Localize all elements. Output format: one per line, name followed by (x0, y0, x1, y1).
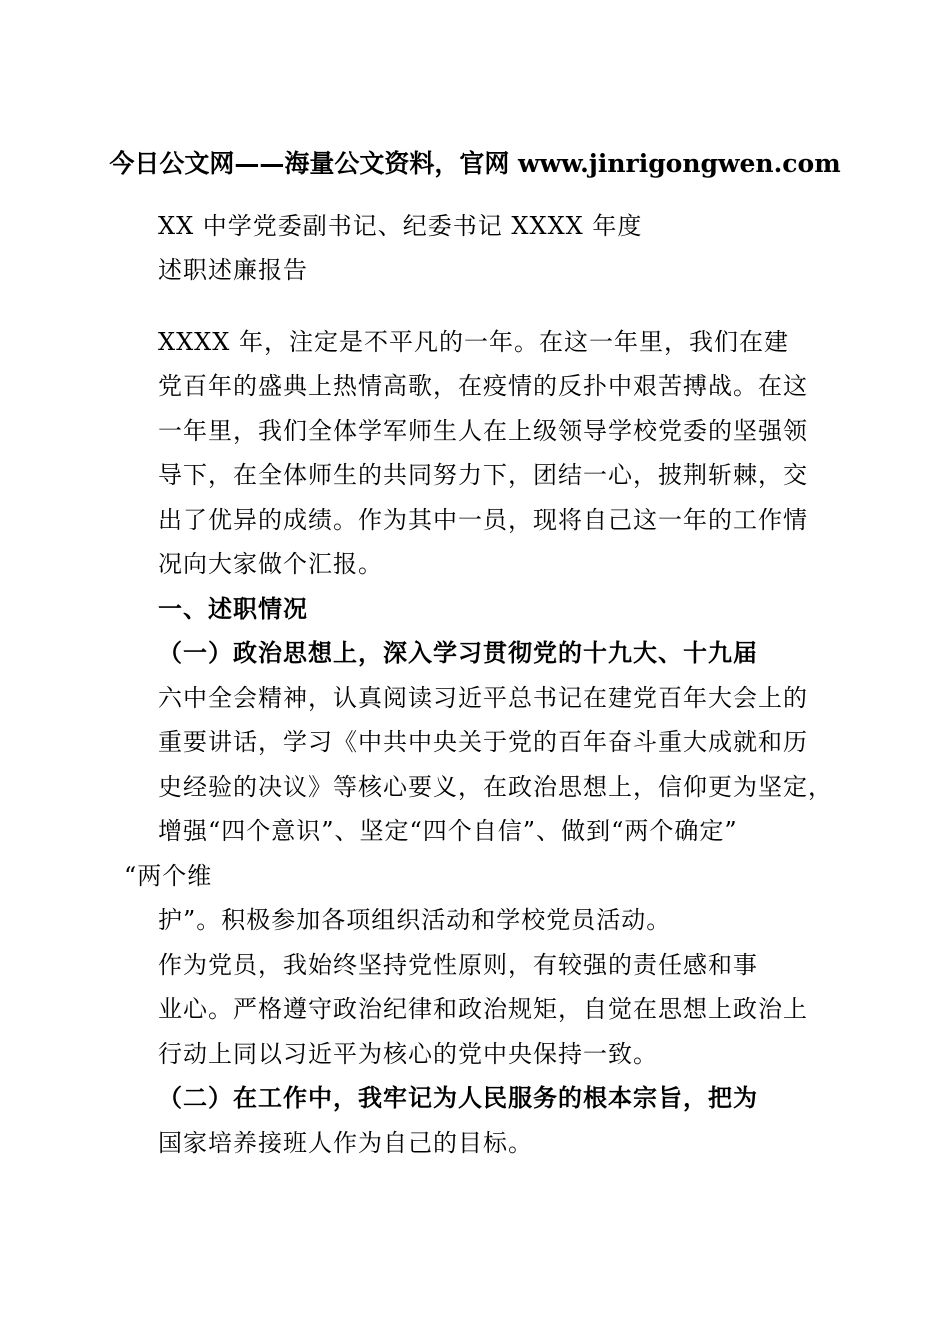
paragraph-line: 党百年的盛典上热情高歌，在疫情的反扑中艰苦搏战。在这 (158, 372, 808, 400)
paragraph-line: 导下，在全体师生的共同努力下，团结一心，披荆斩棘，交 (158, 461, 808, 489)
paragraph-line: 一年里，我们全体学军师生人在上级领导学校党委的坚强领 (158, 417, 808, 445)
paragraph-line: 护”。积极参加各项组织活动和学校党员活动。 (158, 906, 672, 934)
site-header: 今日公文网——海量公文资料，官网 www.jinrigongwen.com (109, 149, 841, 178)
paragraph-line: 史经验的决议》等核心要义，在政治思想上，信仰更为坚定， (158, 773, 833, 801)
paragraph-line: “两个维 (124, 862, 213, 890)
section-heading: 一、述职情况 (158, 594, 308, 623)
doc-title-line-1: XX 中学党委副书记、纪委书记 XXXX 年度 (158, 212, 643, 240)
paragraph-line: 重要讲话，学习《中共中央关于党的百年奋斗重大成就和历 (158, 728, 808, 756)
subsection-heading: （一）政治思想上，深入学习贯彻党的十九大、十九届 (158, 638, 758, 667)
paragraph-line: XXXX 年，注定是不平凡的一年。在这一年里，我们在建 (158, 328, 789, 356)
paragraph-line: 国家培养接班人作为自己的目标。 (158, 1129, 533, 1157)
paragraph-line: 增强“四个意识”、坚定“四个自信”、做到“两个确定” (158, 817, 738, 845)
paragraph-line: 六中全会精神，认真阅读习近平总书记在建党百年大会上的 (158, 684, 808, 712)
paragraph-line: 出了优异的成绩。作为其中一员，现将自己这一年的工作情 (158, 506, 808, 534)
paragraph-line: 况向大家做个汇报。 (158, 550, 383, 578)
doc-title-line-2: 述职述廉报告 (158, 256, 308, 284)
subsection-heading: （二）在工作中，我牢记为人民服务的根本宗旨，把为 (158, 1083, 758, 1112)
paragraph-line: 业心。严格遵守政治纪律和政治规矩，自觉在思想上政治上 (158, 995, 808, 1023)
paragraph-line: 行动上同以习近平为核心的党中央保持一致。 (158, 1040, 658, 1068)
paragraph-line: 作为党员，我始终坚持党性原则，有较强的责任感和事 (158, 951, 758, 979)
